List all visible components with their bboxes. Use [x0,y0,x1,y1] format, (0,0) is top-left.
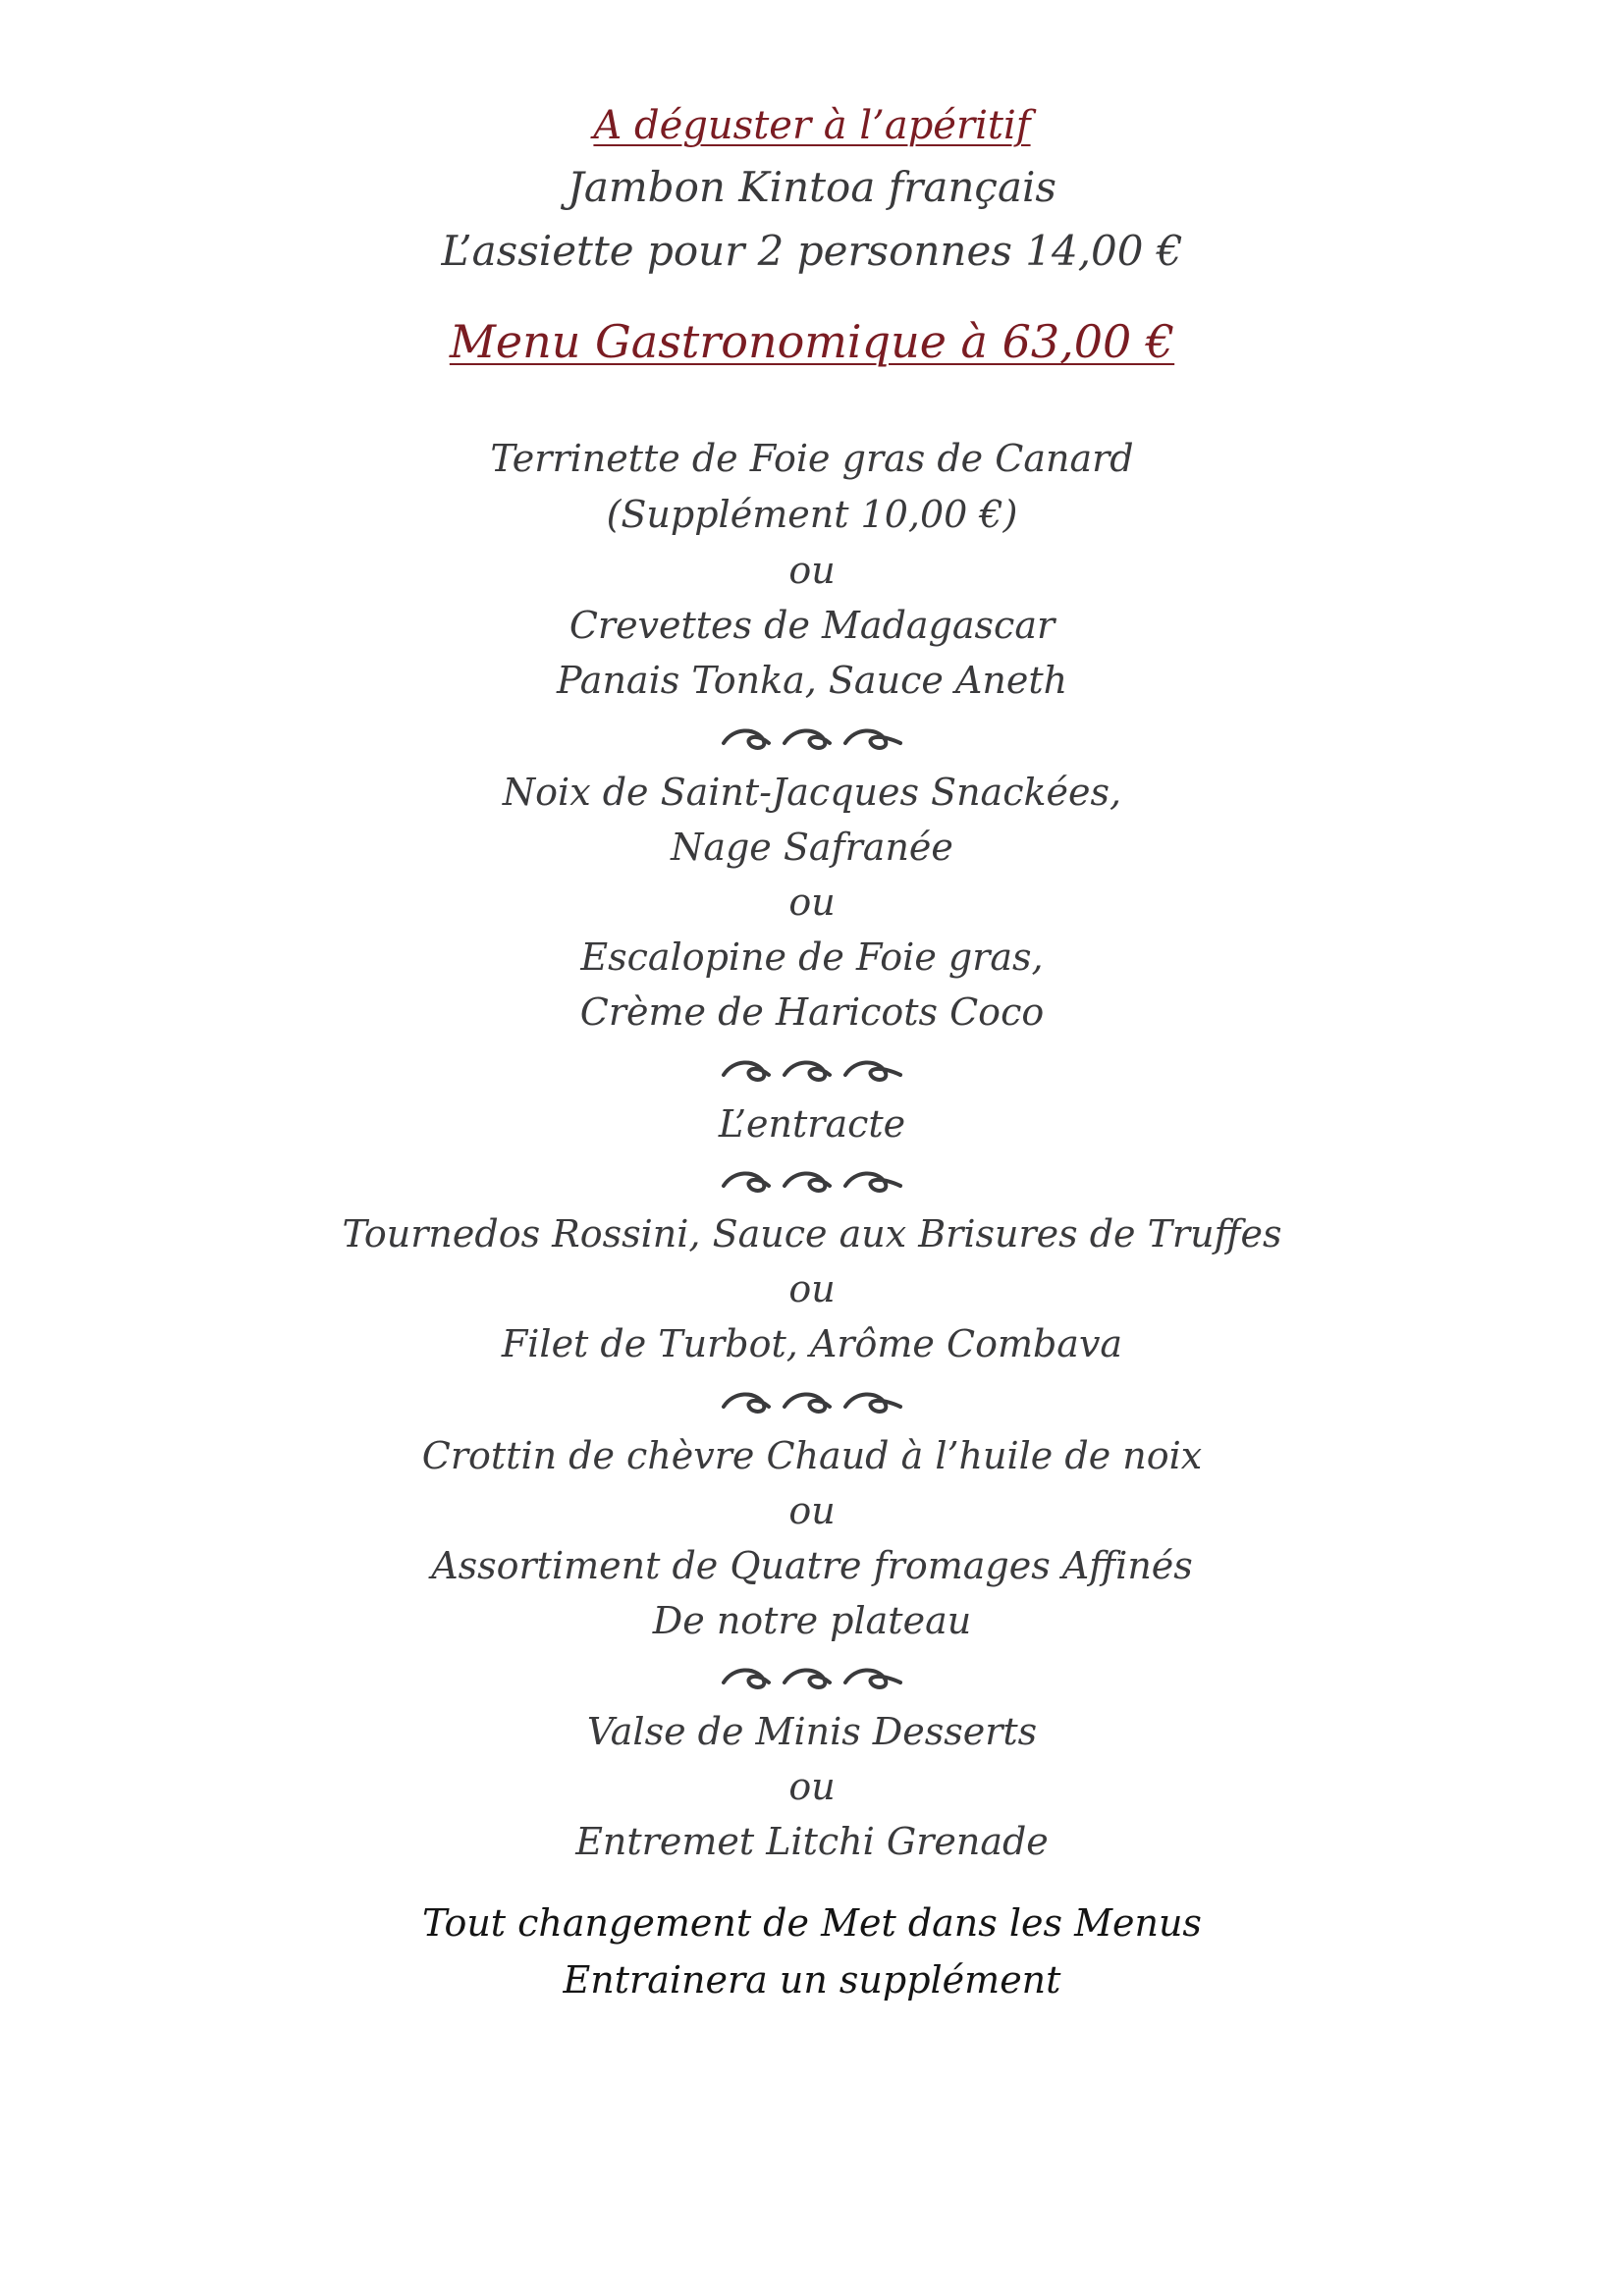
menu-dish: Crottin de chèvre Chaud à l’huile de noix [421,1434,1203,1477]
menu-dish: Tournedos Rossini, Sauce aux Brisures de Truffes [342,1212,1282,1255]
footer-note: Entrainera un supplément [563,1958,1061,2002]
menu-dish: Nage Safranée [671,826,953,869]
menu-or: ou [788,1765,836,1808]
scroll-flourish-icon [714,723,910,753]
scroll-flourish-icon [714,1663,910,1692]
menu-dish: Filet de Turbot, Arôme Combava [501,1322,1123,1365]
scroll-flourish-icon [714,1055,910,1085]
footer-note: Tout changement de Met dans les Menus [422,1901,1202,1945]
menu-entracte: L’entracte [718,1102,906,1146]
menu-dish: Escalopine de Foie gras, [580,935,1044,979]
aperitif-item: Jambon Kintoa français [568,163,1056,211]
menu-dish: Terrinette de Foie gras de Canard [490,437,1134,480]
scroll-flourish-icon [714,1387,910,1416]
menu-dish: Valse de Minis Desserts [586,1710,1038,1753]
menu-dish: Crème de Haricots Coco [579,990,1045,1034]
menu-dish: Crevettes de Madagascar [568,604,1056,647]
menu-dish: Panais Tonka, Sauce Aneth [556,659,1068,702]
menu-dish-supplement: (Supplément 10,00 €) [606,493,1018,536]
menu-or: ou [788,1489,836,1532]
menu-or: ou [788,1267,836,1310]
menu-dish: Entremet Litchi Grenade [575,1820,1049,1863]
menu-title: Menu Gastronomique à 63,00 € [449,315,1175,368]
aperitif-price: L’assiette pour 2 personnes 14,00 € [441,227,1183,275]
menu-or: ou [788,881,836,924]
aperitif-title: A déguster à l’apéritif [593,103,1031,148]
menu-dish: Noix de Saint-Jacques Snackées, [502,771,1122,814]
scroll-flourish-icon [714,1166,910,1196]
menu-or: ou [788,549,836,592]
menu-dish: Assortiment de Quatre fromages Affinés [431,1544,1193,1587]
menu-dish: De notre plateau [652,1599,972,1642]
